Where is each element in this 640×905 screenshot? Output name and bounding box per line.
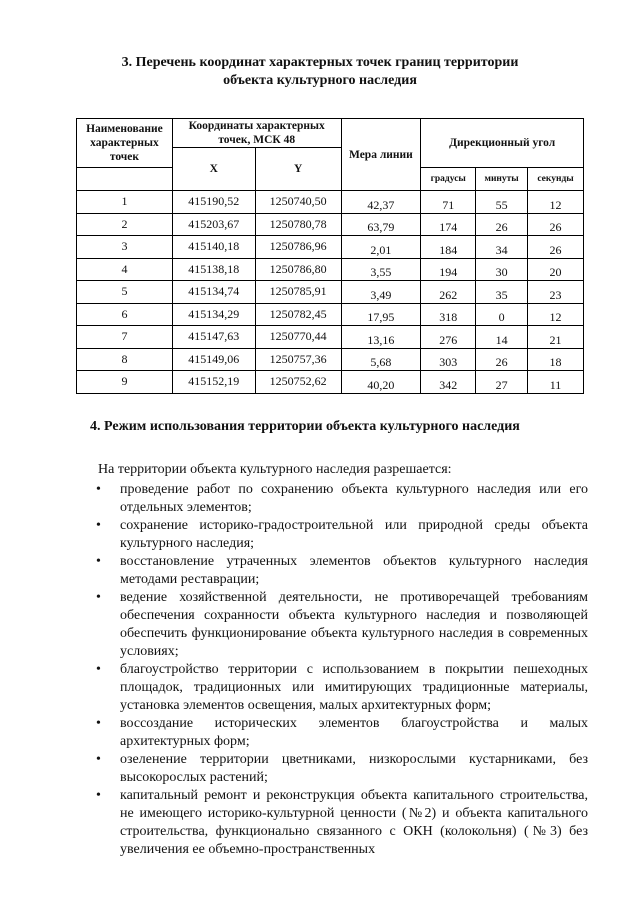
list-item-text: проведение работ по сохранению объекта культурного наследия или его отдельных элементов; <box>120 482 588 515</box>
list-item <box>94 787 588 859</box>
angle-minutes-cell: 14 <box>476 326 528 349</box>
bullet-icon: • <box>96 518 101 533</box>
angle-minutes-cell: 26 <box>476 348 528 371</box>
angle-minutes-cell: 0 <box>476 303 528 326</box>
point-number-cell: 7 <box>77 326 173 349</box>
list-item <box>94 751 588 787</box>
line-measure-cell: 5,68 <box>341 348 421 371</box>
angle-degrees-cell: 303 <box>421 348 476 371</box>
usage-intro: На территории объекта культурного наследия разрешается: <box>98 462 452 477</box>
header-minutes: минуты <box>476 168 528 191</box>
header-measure: Мера линии <box>341 119 421 191</box>
coordinates-table-body <box>77 191 584 394</box>
angle-degrees-cell: 276 <box>421 326 476 349</box>
x-coordinate-cell: 415203,67 <box>172 213 255 236</box>
line-measure-cell: 3,49 <box>341 281 421 304</box>
header-point-name: Наименование характерных точек <box>77 119 173 168</box>
x-coordinate-cell: 415134,74 <box>172 281 255 304</box>
point-number-cell: 2 <box>77 213 173 236</box>
angle-seconds-cell: 26 <box>528 213 584 236</box>
angle-degrees-cell: 71 <box>421 191 476 214</box>
line-measure-cell: 13,16 <box>341 326 421 349</box>
point-number-cell: 8 <box>77 348 173 371</box>
y-coordinate-cell: 1250740,50 <box>255 191 341 214</box>
list-item-text: благоустройство территории с использованием в покрытии пешеходных площадок, традиционных или имитирующих традиционные материалы, установка элементов освещения, малых архитектурных форм; <box>120 662 588 713</box>
section-3-title-line-1: 3. Перечень координат характерных точек границ территории <box>121 55 519 70</box>
header-degrees: градусы <box>421 168 476 191</box>
table-row <box>77 258 584 281</box>
permitted-activities-list <box>98 481 588 859</box>
y-coordinate-cell: 1250757,36 <box>255 348 341 371</box>
header-direction-angle: Дирекционный угол <box>421 119 584 168</box>
x-coordinate-cell: 415149,06 <box>172 348 255 371</box>
x-coordinate-cell: 415152,19 <box>172 371 255 394</box>
angle-seconds-cell: 18 <box>528 348 584 371</box>
x-coordinate-cell: 415140,18 <box>172 236 255 259</box>
y-coordinate-cell: 1250752,62 <box>255 371 341 394</box>
angle-degrees-cell: 262 <box>421 281 476 304</box>
x-coordinate-cell: 415138,18 <box>172 258 255 281</box>
point-number-cell: 9 <box>77 371 173 394</box>
list-item-text: восстановление утраченных элементов объектов культурного наследия методами реставрации; <box>120 554 588 587</box>
angle-degrees-cell: 342 <box>421 371 476 394</box>
bullet-icon: • <box>96 716 101 731</box>
angle-seconds-cell: 21 <box>528 326 584 349</box>
bullet-icon: • <box>96 662 101 677</box>
angle-degrees-cell: 174 <box>421 213 476 236</box>
line-measure-cell: 40,20 <box>341 371 421 394</box>
angle-minutes-cell: 35 <box>476 281 528 304</box>
x-coordinate-cell: 415134,29 <box>172 303 255 326</box>
list-item <box>94 661 588 715</box>
list-item-text: капитальный ремонт и реконструкция объекта капитального строительства, не имеющего историко-культурной ценности (№2) и объекта капитального строительства, функционально связанного с ОКН (колокольня) (№3) без увеличения ее объемно-пространственных <box>120 788 588 857</box>
coordinates-table <box>76 118 584 394</box>
angle-minutes-cell: 34 <box>476 236 528 259</box>
x-coordinate-cell: 415190,52 <box>172 191 255 214</box>
table-row <box>77 236 584 259</box>
angle-minutes-cell: 30 <box>476 258 528 281</box>
angle-seconds-cell: 26 <box>528 236 584 259</box>
angle-seconds-cell: 12 <box>528 303 584 326</box>
line-measure-cell: 17,95 <box>341 303 421 326</box>
table-row <box>77 191 584 214</box>
table-row <box>77 213 584 236</box>
table-row <box>77 281 584 304</box>
point-number-cell: 3 <box>77 236 173 259</box>
section-3-title <box>0 54 640 90</box>
point-number-cell: 6 <box>77 303 173 326</box>
table-row <box>77 371 584 394</box>
line-measure-cell: 2,01 <box>341 236 421 259</box>
header-coordinates: Координаты характерных точек, МСК 48 <box>172 119 341 148</box>
section-4-title: 4. Режим использования территории объекта культурного наследия <box>90 419 520 434</box>
header-seconds: секунды <box>528 168 584 191</box>
list-item <box>94 517 588 553</box>
line-measure-cell: 63,79 <box>341 213 421 236</box>
table-row <box>77 326 584 349</box>
angle-seconds-cell: 11 <box>528 371 584 394</box>
bullet-icon: • <box>96 788 101 803</box>
y-coordinate-cell: 1250780,78 <box>255 213 341 236</box>
list-item <box>94 481 588 517</box>
y-coordinate-cell: 1250785,91 <box>255 281 341 304</box>
list-item-text: сохранение историко-градостроительной или природной среды объекта культурного наследия; <box>120 518 588 551</box>
angle-minutes-cell: 26 <box>476 213 528 236</box>
angle-seconds-cell: 23 <box>528 281 584 304</box>
bullet-icon: • <box>96 554 101 569</box>
point-number-cell: 5 <box>77 281 173 304</box>
list-item <box>94 715 588 751</box>
x-coordinate-cell: 415147,63 <box>172 326 255 349</box>
table-row <box>77 348 584 371</box>
y-coordinate-cell: 1250786,96 <box>255 236 341 259</box>
line-measure-cell: 42,37 <box>341 191 421 214</box>
point-number-cell: 4 <box>77 258 173 281</box>
y-coordinate-cell: 1250770,44 <box>255 326 341 349</box>
y-coordinate-cell: 1250782,45 <box>255 303 341 326</box>
header-y: Y <box>255 148 341 191</box>
line-measure-cell: 3,55 <box>341 258 421 281</box>
angle-seconds-cell: 20 <box>528 258 584 281</box>
bullet-icon: • <box>96 482 101 497</box>
y-coordinate-cell: 1250786,80 <box>255 258 341 281</box>
angle-degrees-cell: 184 <box>421 236 476 259</box>
angle-minutes-cell: 27 <box>476 371 528 394</box>
bullet-icon: • <box>96 752 101 767</box>
list-item-text: воссоздание исторических элементов благоустройства и малых архитектурных форм; <box>120 716 588 749</box>
list-item-text: ведение хозяйственной деятельности, не противоречащей требованиям обеспечения сохранности объекта культурного наследия и позволяющей обеспечить функционирование объекта культурного наследия в современных условиях; <box>120 590 588 659</box>
usage-regime-text <box>98 461 588 859</box>
angle-minutes-cell: 55 <box>476 191 528 214</box>
table-row <box>77 303 584 326</box>
angle-seconds-cell: 12 <box>528 191 584 214</box>
header-point-name-spacer <box>77 168 173 191</box>
list-item <box>94 589 588 661</box>
angle-degrees-cell: 194 <box>421 258 476 281</box>
header-x: X <box>172 148 255 191</box>
angle-degrees-cell: 318 <box>421 303 476 326</box>
list-item <box>94 553 588 589</box>
bullet-icon: • <box>96 590 101 605</box>
section-3-title-line-2: объекта культурного наследия <box>223 73 417 88</box>
point-number-cell: 1 <box>77 191 173 214</box>
list-item-text: озеленение территории цветниками, низкорослыми кустарниками, без высокорослых растений; <box>120 752 588 785</box>
